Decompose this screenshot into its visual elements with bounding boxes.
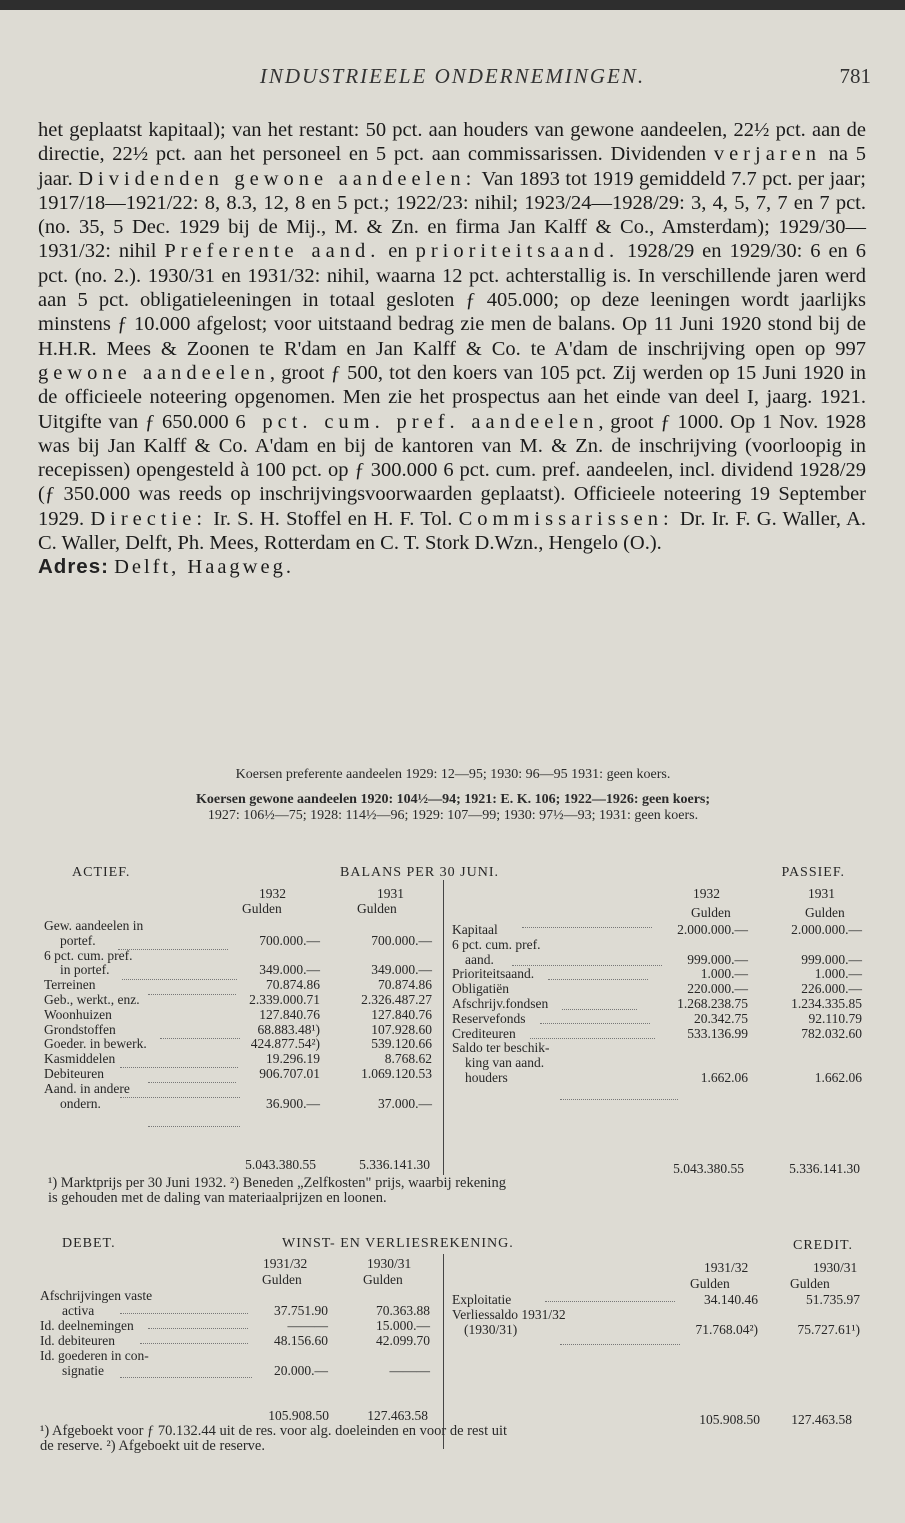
passief-row-value-1931: 2.000.000.— [791,922,862,937]
dot-leader [120,1312,248,1314]
actief-year-1931: 1931 [377,886,404,901]
actief-row-value-1931: 539.120.66 [371,1036,432,1052]
credit-total-b: 127.463.58 [791,1412,852,1427]
credit-row-value-b: 75.727.61¹) [797,1322,860,1337]
credit-row-value-a: 71.768.04²) [695,1322,758,1337]
passief-total-1932: 5.043.380.55 [673,1161,744,1176]
actief-row-label: Kasmiddelen [44,1051,116,1067]
dot-leader [148,993,236,995]
debet-header: DEBET. [62,1236,116,1251]
passief-row-value-1932: 533.136.99 [687,1025,748,1041]
passief-row-label: 6 pct. cum. pref. [452,936,541,952]
balance-footnote: ¹) Marktprijs per 30 Juni 1932. ²) Beneden „Zelfkosten" prijs, waarbij rekening [48,1175,506,1191]
actief-row-label: Grondstoffen [44,1021,116,1037]
dot-leader [148,1081,236,1083]
passief-row-label: Afschrijv.fondsen [452,996,549,1011]
debet-year-b: 1930/31 [367,1256,412,1271]
debet-row-value-b: ——— [389,1363,430,1378]
passief-row-label: Saldo ter beschik- [452,1040,550,1056]
actief-row-label: Goeder. in bewerk. [44,1036,147,1052]
credit-year-b: 1930/31 [813,1260,858,1275]
passief-row-label: Reservefonds [452,1010,526,1026]
dot-leader [540,1022,650,1024]
dot-leader [560,1343,680,1345]
credit-unit-a: Gulden [690,1276,730,1291]
text-run: Ir. S. H. Stoffel en H. F. Tol. [207,507,459,530]
dot-leader [562,1008,637,1010]
actief-row-value-1931: 700.000.— [371,932,432,948]
passief-row-value-1931: 999.000.— [801,951,862,967]
actief-row-value-1932: 127.840.76 [259,1006,320,1022]
actief-row-label: Geb., werkt., enz. [44,992,140,1007]
actief-total-1932: 5.043.380.55 [245,1157,316,1172]
credit-total-a: 105.908.50 [699,1412,760,1427]
actief-row-value-1932: 68.883.48¹) [257,1021,320,1037]
actief-row-value-1931: 107.928.60 [371,1021,432,1037]
actief-total-1931: 5.336.141.30 [359,1157,430,1172]
actief-row-value-1932: 36.900.— [266,1095,320,1111]
credit-row-label: Exploitatie [452,1292,512,1307]
debet-year-a: 1931/32 [263,1256,308,1271]
dot-leader [512,964,662,966]
debet-unit-a: Gulden [262,1272,302,1287]
passief-row-label: aand. [465,951,494,967]
actief-row-label: Aand. in andere [44,1080,130,1096]
debet-total-b: 127.463.58 [367,1408,428,1423]
credit-row-label: (1930/31) [464,1322,518,1337]
dot-leader [545,1300,675,1302]
debet-row-value-b: 42.099.70 [376,1333,430,1348]
actief-row-value-1932: 906.707.01 [259,1066,320,1081]
text-run-spaced: gewone aandeelen [38,361,270,384]
scan-edge [0,0,905,10]
dot-leader [120,1066,238,1068]
passief-row-label: Kapitaal [452,922,498,937]
debet-unit-b: Gulden [363,1272,403,1287]
balance-divider [443,880,444,1175]
text-run-spaced: Directie: [90,507,208,530]
dot-leader [148,1125,240,1127]
credit-unit-b: Gulden [790,1276,830,1291]
debet-row-label: Id. goederen in con- [40,1348,149,1363]
actief-row-value-1932: 424.877.54²) [250,1036,320,1052]
dot-leader [560,1098,678,1100]
passief-row-label: Obligatiën [452,981,509,997]
debet-row-value-b: 15.000.— [376,1318,430,1333]
actief-row-value-1931: 127.840.76 [371,1006,432,1022]
actief-row-value-1931: 70.874.86 [378,977,432,993]
address-line [38,555,866,579]
text-run-spaced: Commissarissen: [458,507,674,530]
text-run: Van 1893 tot 1919 gemiddeld 7.7 pct. per jaar; 1917/18—1921/22: 8, 8.3, 12, 8 en 5 pct.; 1922/23: nihil; 1923/24—1928/29: 3, 4, 5, 7, 7 en 7 pct. (no. 35, 5 Dec. 1929 bij de Mij., M. & Zn. en firma Jan Kalff & Co., Amsterdam); 1929/30—1931/32: nihil [38,167,866,263]
debet-row-label: Id. debiteuren [40,1333,115,1348]
debet-row-label: signatie [62,1363,104,1378]
passief-row-value-1932: 999.000.— [687,951,748,967]
dot-leader [160,1037,240,1039]
text-run: , groot ƒ 500, tot den koers van 105 pct. Zij werden op 15 Juni 1920 in de officieele noteering opgenomen. Men zie het prospectus aan het einde van deel I, jaarg. 1921. Uitgifte van ƒ 650.000 [38,361,866,433]
actief-year-1932: 1932 [259,886,286,901]
debet-row-value-b: 70.363.88 [376,1303,430,1318]
passief-row-label: Crediteuren [452,1025,516,1041]
actief-row-label: Debiteuren [44,1066,104,1081]
debet-row-value-a: 20.000.— [274,1363,328,1378]
debet-total-a: 105.908.50 [268,1408,329,1423]
dot-leader [548,978,648,980]
page-number: 781 [839,64,871,88]
actief-row-value-1931: 2.326.487.27 [361,992,432,1007]
text-run: Dr. Ir. F. G. Waller, A. C. Waller, Delft, Ph. Mees, Rotterdam en C. T. Stork D.Wzn., Hengelo (O.). [38,507,867,555]
balance-title: BALANS PER 30 JUNI. [340,865,500,880]
dot-leader [530,1037,655,1039]
pl-footnote: ¹) Afgeboekt voor ƒ 70.132.44 uit de res. voor alg. doeleinden en voor de rest uit [40,1423,508,1439]
debet-row-label: Id. deelnemingen [40,1318,134,1333]
debet-row-value-a: ——— [287,1318,328,1333]
passief-row-value-1932: 220.000.— [687,981,748,997]
address-label: Adres: [38,555,109,579]
main-paragraph [38,118,866,555]
text-run: en [380,240,416,263]
actief-row-value-1932: 349.000.— [259,962,320,978]
passief-unit-1932: Gulden [691,905,731,920]
actief-header: ACTIEF. [72,865,131,880]
actief-row-value-1932: 2.339.000.71 [249,992,320,1007]
passief-row-label: Prioriteitsaand. [452,966,535,982]
passief-year-1932: 1932 [693,886,720,901]
actief-row-value-1932: 700.000.— [259,932,320,948]
actief-row-value-1932: 70.874.86 [266,977,320,993]
passief-row-value-1931: 1.234.335.85 [791,996,862,1011]
passief-row-value-1932: 20.342.75 [694,1010,748,1026]
dot-leader [140,1342,248,1344]
passief-year-1931: 1931 [808,886,835,901]
credit-year-a: 1931/32 [704,1260,749,1275]
koersen-gewone: Koersen gewone aandeelen 1920: 104½—94; 1921: E. K. 106; 1922—1926: geen koers; [195,792,711,807]
actief-row-label: Woonhuizen [44,1006,112,1022]
text-run-spaced: Preferente aand. [164,240,381,263]
dot-leader [120,1096,240,1098]
pl-divider [443,1254,444,1449]
actief-row-value-1932: 19.296.19 [266,1051,320,1067]
passief-row-value-1932: 1.662.06 [700,1070,748,1085]
credit-header: CREDIT. [792,1238,853,1253]
text-run: na 5 jaar. [38,143,866,190]
text-run: het geplaatst kapitaal); van het restant: 50 pct. aan houders van gewone aandeelen, 22½ pct. aan de directie, 22½ pct. aan het personeel en 5 pct. aan commissarissen. Dividenden [38,119,866,166]
credit-row-value-b: 51.735.97 [806,1292,860,1307]
actief-row-label: 6 pct. cum. pref. [44,947,133,963]
passief-row-label: king van aand. [465,1055,545,1071]
actief-row-label: portef. [60,932,96,948]
text-run: , groot ƒ 1000. Op 1 Nov. 1928 was bij Jan Kalff & Co. A'dam en bij de kantoren van M. & Zn. de inschrijving (voorloopig in recepissen) opengesteld à 100 pct. op ƒ 300.000 6 pct. cum. pref. aandeelen, incl. dividend 1928/29 (ƒ 350.000 was reeds op inschrijvingsvoorwaarden geplaatst). Officieele noteering 19 September 1929. [38,410,866,530]
text-run: 1928/29 en 1929/30: 6 en 6 pct. (no. 2.). 1930/31 en 1931/32: nihil, waarna 12 pct. achterstallig is. In verschillende jaren werd aan 5 pct. obligatieleeningen in totaal gesloten ƒ 405.000; op deze leeningen wordt jaarlijks minstens ƒ 10.000 afgelost; voor uitstaand bedrag zie men de balans. Op 11 Juni 1920 stond bij de H.H.R. Mees & Zoonen te R'dam en Jan Kalff & Co. te A'dam de inschrijving open op 997 [38,240,866,360]
text-run-spaced: 6 pct. cum. pref. aandeelen [235,410,599,433]
passief-total-1931: 5.336.141.30 [789,1161,860,1176]
actief-row-label: Gew. aandeelen in [44,918,144,933]
dot-leader [122,978,237,980]
actief-unit-1932: Gulden [242,901,282,916]
passief-row-value-1931: 92.110.79 [808,1010,862,1026]
dot-leader [522,926,652,928]
dot-leader [148,1327,248,1329]
text-run-spaced: prioriteitsaand. [415,240,620,263]
passief-row-label: houders [465,1070,508,1085]
passief-unit-1931: Gulden [805,905,845,920]
text-run-spaced: verjaren [713,143,821,166]
passief-row-value-1932: 1.268.238.75 [677,996,748,1011]
dot-leader [120,1376,252,1378]
passief-row-value-1932: 1.000.— [700,966,748,982]
passief-row-value-1932: 2.000.000.— [677,922,748,937]
debet-row-value-a: 37.751.90 [274,1303,328,1318]
company-description [38,118,866,580]
address-value: Delft, Haagweg. [114,556,294,579]
koersen-preferente: Koersen preferente aandeelen 1929: 12—95; 1930: 96—95 1931: geen koers. [235,767,671,782]
debet-row-label: Afschrijvingen vaste [40,1288,153,1303]
dot-leader [118,948,228,950]
actief-row-label: in portef. [60,962,110,978]
credit-row-label: Verliessaldo 1931/32 [452,1307,566,1322]
pl-title: WINST- EN VERLIESREKENING. [282,1236,514,1251]
debet-row-label: activa [62,1303,95,1318]
actief-row-value-1931: 37.000.— [378,1095,432,1111]
actief-unit-1931: Gulden [357,901,397,916]
passief-row-value-1931: 1.662.06 [814,1070,862,1085]
pl-footnote: de reserve. ²) Afgeboekt uit de reserve. [40,1438,265,1454]
credit-row-value-a: 34.140.46 [704,1292,758,1307]
actief-row-label: Terreinen [44,977,96,993]
passief-row-value-1931: 226.000.— [801,981,862,997]
passief-row-value-1931: 782.032.60 [801,1025,862,1041]
actief-row-value-1931: 8.768.62 [384,1051,432,1067]
actief-row-label: ondern. [60,1095,101,1111]
running-head: INDUSTRIEELE ONDERNEMINGEN. [259,64,646,88]
actief-row-value-1931: 349.000.— [371,962,432,978]
text-run-spaced: Dividenden gewone aandeelen: [78,167,477,190]
passief-header: PASSIEF. [781,865,845,880]
actief-row-value-1931: 1.069.120.53 [361,1066,432,1081]
debet-row-value-a: 48.156.60 [274,1333,328,1348]
koersen-gewone-continued: 1927: 106½—75; 1928: 114½—96; 1929: 107—99; 1930: 97½—93; 1931: geen koers. [207,808,699,823]
passief-row-value-1931: 1.000.— [814,966,862,982]
balance-footnote: is gehouden met de daling van materiaalprijzen en loonen. [48,1190,387,1206]
